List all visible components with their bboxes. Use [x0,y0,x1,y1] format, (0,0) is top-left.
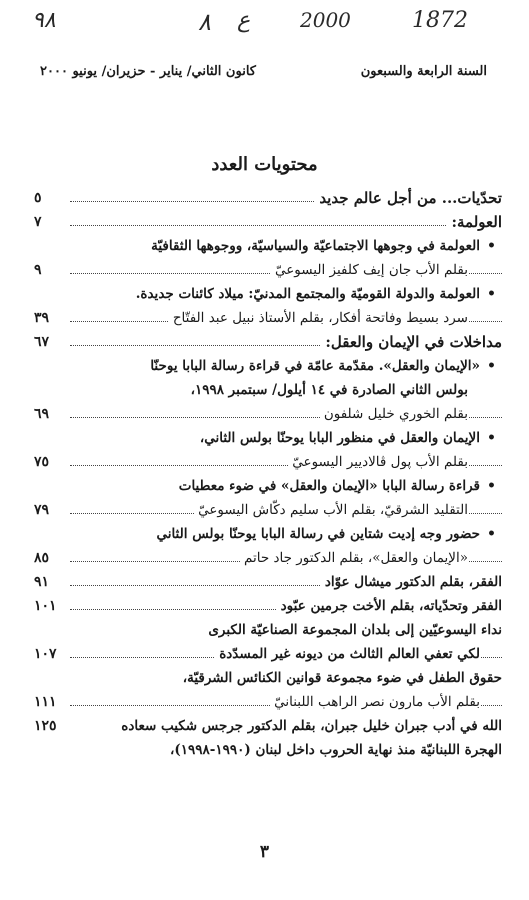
toc-entry-title-continued: بولس الثاني الصادرة في ١٤ أيلول/ سبتمبر ١٩٩٨، [187,378,468,402]
toc-section-title: العولمة: [447,210,502,234]
toc-entry[interactable] [34,570,502,594]
header-date: كانون الثاني/ يناير - حزيران/ يونيو ٢٠٠٠ [40,64,256,79]
toc-page-number: ١٢٥ [34,718,57,734]
toc-section-title: مداخلات في الإيمان والعقل: [321,330,502,354]
toc-page-number: ١١١ [34,694,57,710]
toc-entry[interactable] [34,642,502,666]
toc-entry-title: الله في أدب جبران خليل جبران، بقلم الدكتور جرجس شكيب سعاده [117,714,502,738]
toc-entry[interactable] [34,450,502,474]
toc-entry[interactable] [34,714,502,738]
toc-entry-title-continued: لكي تعفي العالم الثالث من ديونه غير المسدّدة [215,642,480,666]
toc-entry-author: بقلم الأب جان إيف كلفيز اليسوعيّ [271,258,468,282]
dot-leader [70,225,502,226]
toc-entry-title: • الإيمان والعقل في منظور البابا يوحنّا بولس الثاني، [196,426,480,450]
toc-page-number: ٩١ [34,574,50,590]
toc-entry[interactable] [34,282,502,306]
header-volume: السنة الرابعة والسبعون [360,64,487,79]
page-number: ٣ [259,842,270,862]
toc-entry-author: التقليد الشرقيّ، بقلم الأب سليم دكّاش اليسوعيّ [194,498,468,522]
toc-entry[interactable] [34,426,502,450]
toc-entry-author: «الإيمان والعقل»، بقلم الدكتور جاد حاتم [240,546,468,570]
toc-page-number: ٣٩ [34,310,50,326]
toc-page-number: ٩ [34,262,42,278]
toc-page-number: ٧٩ [34,502,50,518]
toc-entry-title: حقوق الطفل في ضوء مجموعة قوانين الكنائس الشرقيّة، [179,666,502,690]
toc-entry-author: بقلم الأب مارون نصر الراهب اللبنانيّ [270,690,480,714]
toc-entry-title: نداء اليسوعيّين إلى بلدان المجموعة الصناعيّة الكبرى [204,618,502,642]
toc-entry[interactable] [34,378,502,402]
page-title: محتويات العدد [211,154,318,175]
toc-entry[interactable] [34,210,502,234]
handwritten-note: ٨ [198,8,211,36]
toc-entry-title: الهجرة اللبنانيّة منذ نهاية الحروب داخل لبنان (١٩٩٠-١٩٩٨)، [166,738,502,762]
toc-page-number: ٧ [34,214,42,230]
toc-entry[interactable] [34,618,502,642]
toc-entry[interactable] [34,666,502,690]
handwritten-note: 2000 [300,8,351,32]
toc-page-number: ٦٧ [34,334,50,350]
handwritten-note: ع [237,8,251,33]
toc-page-number: ٥ [34,190,42,206]
toc-entry-author: بقلم الأب پول ڤالاديير اليسوعيّ [288,450,468,474]
toc-entry-title: • حضور وجه إديت شتاين في رسالة البابا يوحنّا بولس الثاني [152,522,480,546]
toc-entry-title: تحدّيات... من أجل عالم جديد [315,186,502,210]
toc-entry[interactable] [34,738,502,762]
toc-entry[interactable] [34,186,502,210]
toc-entry-title: • «الإيمان والعقل». مقدّمة عامّة في قراءة رسالة البابا يوحنّا [146,354,480,378]
toc-entry[interactable] [34,594,502,618]
toc-page-number: ٦٩ [34,406,50,422]
toc-entry-title: الفقر وتحدّياته، بقلم الأخت جرمين عبّود [277,594,502,618]
toc-entry-title: • قراءة رسالة البابا «الإيمان والعقل» في ضوء معطيات [175,474,480,498]
toc-entry-author: بقلم الخوري خليل شلفون [320,402,468,426]
toc-entry-title: • العولمة والدولة القوميّة والمجتمع المدنيّ: ميلاد كائنات جديدة. [132,282,480,306]
toc-entry[interactable] [34,522,502,546]
toc-entry-title: • العولمة في وجوهها الاجتماعيّة والسياسيّة، ووجوهها الثقافيّة [147,234,480,258]
toc-entry[interactable] [34,330,502,354]
handwritten-note: 1872 [412,8,468,33]
toc-entry[interactable] [34,234,502,258]
toc-entry[interactable] [34,690,502,714]
handwritten-note: ٩٨ [32,8,56,33]
toc-entry[interactable] [34,306,502,330]
toc-entry[interactable] [34,498,502,522]
table-of-contents [34,186,502,762]
running-header [40,64,487,79]
toc-entry-author: سرد بسيط وفاتحة أفكار، بقلم الأستاذ نبيل عبد الفتّاح [169,306,468,330]
toc-entry[interactable] [34,258,502,282]
toc-page-number: ٧٥ [34,454,50,470]
toc-page-number: ١٠١ [34,598,57,614]
toc-entry-title: الفقر، بقلم الدكتور ميشال عوّاد [321,570,502,594]
toc-entry[interactable] [34,402,502,426]
toc-page-number: ١٠٧ [34,646,57,662]
toc-entry[interactable] [34,546,502,570]
toc-entry[interactable] [34,354,502,378]
toc-page-number: ٨٥ [34,550,50,566]
toc-entry[interactable] [34,474,502,498]
